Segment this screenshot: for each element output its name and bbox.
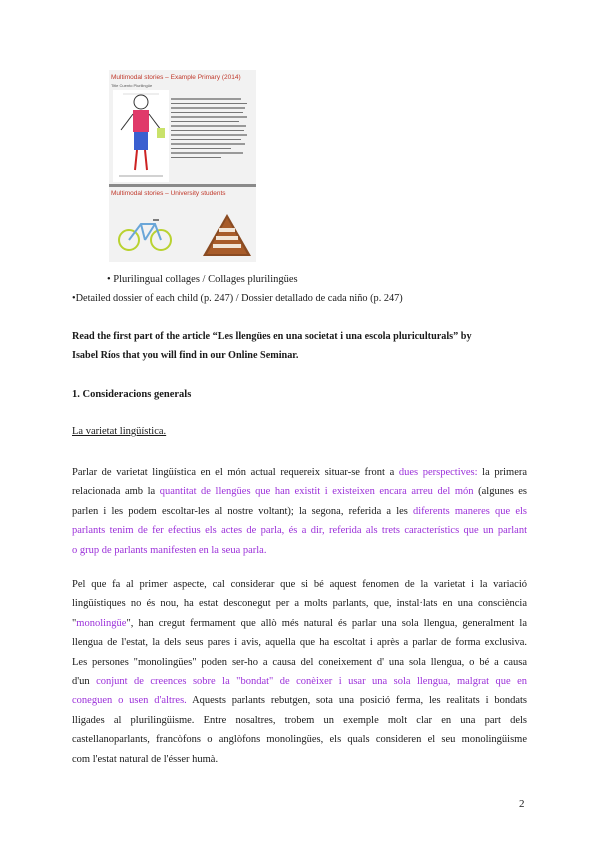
paragraph-2	[72, 575, 527, 769]
para1-line: relacionada amb la quantitat de llengües que han existit i existeixen encara arreu del món (algunes es	[72, 486, 527, 498]
para2-line: Les persones "monolingües" poden ser-ho a causa del coneixement d' una sola llengua, o bé a causa	[72, 656, 527, 668]
para1-line: o grup de parlants manifesten en la seua parla.	[72, 544, 267, 556]
instruction-line-1: Read the first part of the article “Les llengües en una societat i una escola pluriculturals” by	[72, 331, 472, 342]
slide1-subtitle: Title Cuento Plurilingüe	[111, 83, 153, 88]
slides-figure	[109, 70, 256, 262]
para1-line: parlen i les podem escoltar-les al nostre voltant); la segona, referida a les diferents maneres que els	[72, 505, 527, 517]
paragraph-1	[72, 463, 527, 560]
para2-line: Pel que fa al primer aspecte, cal considerar que si bé aquest fenomen de la varietat i la variació	[72, 579, 527, 590]
para2-line: com l'estat natural de l'ésser humà.	[72, 753, 219, 765]
instruction-line-2: Isabel Ríos that you will find in our Online Seminar.	[72, 350, 299, 361]
para2-line: castellanoparlants, francòfons o anglòfons monolingües, els quals consideren el seu monolingüisme	[72, 734, 527, 746]
para2-line: llengua de l'estat, la dels seus pares i avis, aquella que ha escoltat i après a parlar de forma exclusiva.	[72, 637, 527, 649]
bicycle-image	[117, 214, 173, 254]
para2-line: coneguen o usen d'altres. Aquests parlants rebutgen, sota una posició ferma, les realitats i bondats	[72, 695, 527, 707]
pyramid-image	[201, 212, 253, 258]
slide-divider	[109, 184, 256, 187]
bullet-detailed-dossier: •Detailed dossier of each child (p. 247) / Dossier detallado de cada niño (p. 247)	[72, 293, 403, 304]
bullet-plurilingual-collages: • Plurilingual collages / Collages plurilingües	[107, 274, 298, 285]
para1-line: parlants tenim de fer efectius els actes de parla, és a dir, referida als trets característics que un parlant	[72, 525, 527, 537]
slide1-text-block	[171, 98, 249, 161]
page-number: 2	[519, 798, 525, 810]
child-drawing-image	[113, 90, 169, 182]
section-heading: 1. Consideracions generals	[72, 389, 192, 400]
slide1-title: Multimodal stories – Example Primary (2014)	[111, 74, 241, 81]
para2-line: "monolingüe", han cregut fermament que allò més natural és parlar una sola llengua, generalment la	[72, 617, 527, 629]
para2-line: lligades al plurilingüisme. Entre nosaltres, trobem un exemple molt clar en una part dels	[72, 714, 527, 726]
subheading: La varietat lingüística.	[72, 426, 167, 437]
para2-line: d'un conjunt de creences sobre la "bondat" de conèixer i usar una sola llengua, malgrat que en	[72, 675, 527, 687]
slide2-title: Multimodal stories – University students	[111, 190, 226, 197]
para1-line: Parlar de varietat lingüística en el món actual requereix situar-se front a dues perspectives: la primera	[72, 467, 527, 478]
para2-line: lingüístiques no és nou, ha estat desconegut per a molts parlants, que, instal·lats en una consciència	[72, 598, 527, 610]
